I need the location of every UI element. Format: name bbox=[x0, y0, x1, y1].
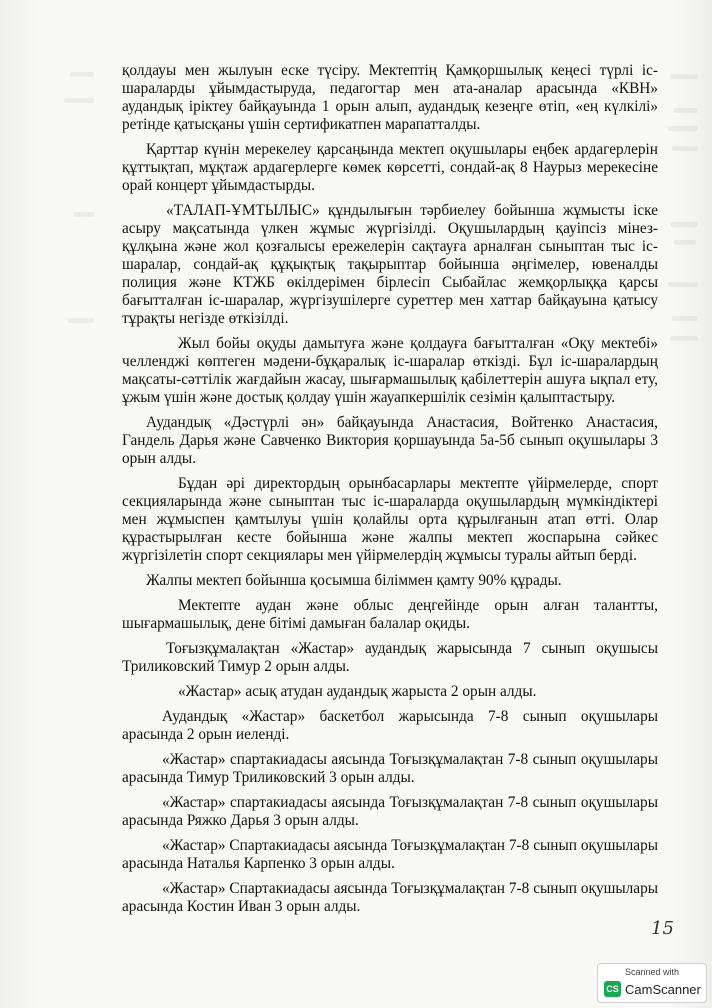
paragraph: қолдауы мен жылуын еске түсіру. Мектептің Қамқоршылық кеңесі түрлі іс-шараларды ұйымдастыруда, педагогтар мен ата-аналар арасында «КВН» аудандық іріктеу байқауында 1 орын алып, аудандық кезеңге өтіп, «ең күлкілі» ретінде қатысқаны үшін сертификатпен марапатталды. bbox=[122, 62, 658, 133]
paragraph: «ТАЛАП-ҰМТЫЛЫС» құндылығын тәрбиелеу бойынша жұмысты іске асыру мақсатында үлкен жұмыс жүргізілді. Оқушылардың қауіпсіз мінез-құлқына және жол қозғалысы ережелерін сақтауға арналған сыныптан тыс іс-шаралар, сондай-ақ құқықтық тақырыптар бойынша әңгімелер, ювеналды полиция және КТЖБ өкілдерімен бірлесіп Сыбайлас жемқорлыққа қарсы бағытталған іс-шаралар, жүргізушілерге суреттер мен хаттар байқауына қатысу тұрақты негізде өткізілді. bbox=[122, 202, 658, 327]
paragraph: Аудандық «Дәстүрлі ән» байқауында Анастасия, Войтенко Анастасия, Гандель Дарья және Савченко Виктория қоршауында 5а-5б сынып оқушылары 3 орын алды. bbox=[122, 414, 658, 467]
paragraph: «Жастар» Спартакиадасы аясында Тоғызқұмалақтан 7-8 сынып оқушылары арасында Наталья Карпенко 3 орын алды. bbox=[122, 837, 658, 872]
camscanner-watermark bbox=[597, 963, 707, 1003]
watermark-brand: CamScanner bbox=[625, 982, 701, 997]
bleed-through-marks-left bbox=[60, 0, 96, 420]
paragraph: Жыл бойы оқуды дамытуға және қолдауға бағытталған «Оқу мектебі» челленджі көптеген мәдени-бұқаралық іс-шаралар өткізді. Бұл іс-шаралардың мақсаты-сәттілік жағдайын жасау, шығармашылық қабілеттерін ашуға ықпал ету, ұжым үшін және достық қолдау үшін жауапкершілік сезімін қалыптастыру. bbox=[122, 335, 658, 406]
paragraph: Аудандық «Жастар» баскетбол жарысында 7-8 сынып оқушылары арасында 2 орын иеленді. bbox=[122, 708, 658, 743]
watermark-caption: Scanned with bbox=[624, 967, 680, 977]
paragraph: «Жастар» Спартакиадасы аясында Тоғызқұмалақтан 7-8 сынып оқушылары арасында Костин Иван 3 орын алды. bbox=[122, 880, 658, 915]
document-body bbox=[122, 62, 658, 923]
paragraph: «Жастар» спартакиадасы аясында Тоғызқұмалақтан 7-8 сынып оқушылары арасында Тимур Триликовский 3 орын алды. bbox=[122, 751, 658, 786]
paragraph: «Жастар» спартакиадасы аясында Тоғызқұмалақтан 7-8 сынып оқушылары арасында Ряжко Дарья 3 орын алды. bbox=[122, 794, 658, 829]
paragraph: Тоғызқұмалақтан «Жастар» аудандық жарысында 7 сынып оқушысы Триликовский Тимур 2 орын алды. bbox=[122, 640, 658, 675]
paragraph: Қарттар күнін мерекелеу қарсаңында мектеп оқушылары еңбек ардагерлерін құттықтап, мұқтаж ардагерлерге көмек көрсетті, сондай-ақ 8 Наурыз мерекесіне орай концерт ұйымдастырды. bbox=[122, 141, 658, 194]
paragraph: «Жастар» асық атудан аудандық жарыста 2 орын алды. bbox=[178, 683, 537, 700]
camscanner-logo-icon: CS bbox=[604, 981, 621, 997]
page-number: 15 bbox=[651, 918, 674, 939]
paragraph: Жалпы мектеп бойынша қосымша біліммен қамту 90% құрады. bbox=[146, 572, 562, 589]
bleed-through-marks-right bbox=[668, 0, 704, 420]
paragraph: Бұдан әрі директордың орынбасарлары мектепте үйірмелерде, спорт секцияларында және сыныптан тыс іс-шараларда оқушылардың мүмкіндіктері мен жұмыспен қамтылуы үшін қолайлы орта құрылғанын атап өтті. Олар құрастырылған кесте бойынша және жалпы мектеп жоспарына сәйкес жүргізілетін спорт секциялары мен үйірмелердің жұмысы туралы айтып берді. bbox=[122, 475, 658, 564]
paragraph: Мектепте аудан және облыс деңгейінде орын алған талантты, шығармашылық, дене бітімі дамыған балалар оқиды. bbox=[122, 597, 658, 632]
